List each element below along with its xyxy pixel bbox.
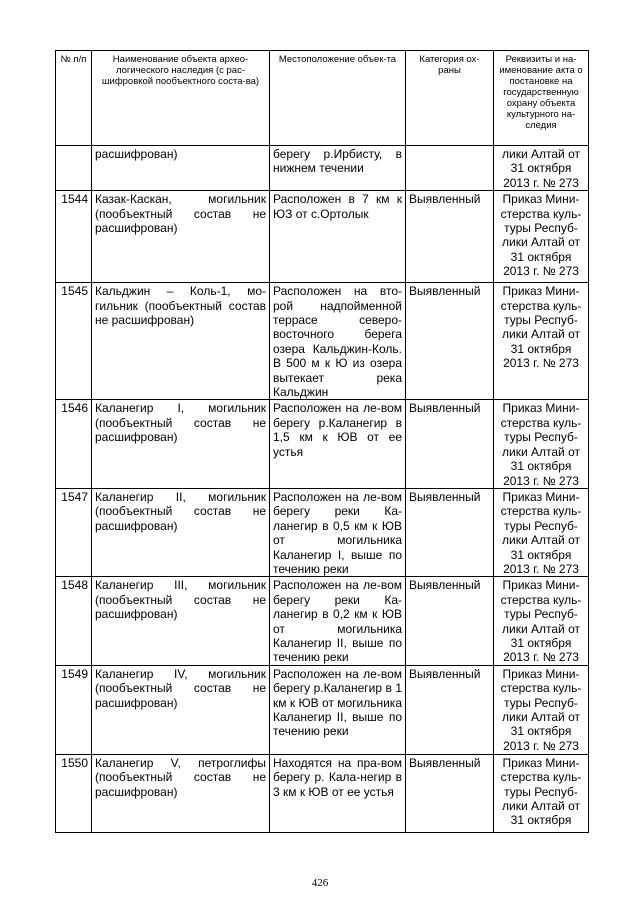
act-line: 31 октября xyxy=(510,547,572,562)
act-line: 31 октября xyxy=(510,635,572,650)
table-row xyxy=(56,400,589,488)
act-line: Приказ Мини- xyxy=(502,755,580,770)
table-row xyxy=(56,191,589,283)
cell-category: Выявленный xyxy=(406,665,494,754)
cell-location: Расположен в 7 км к ЮЗ от с.Ортолык xyxy=(270,191,406,283)
cell-act xyxy=(494,400,589,488)
act-line: туры Респуб- xyxy=(504,221,578,236)
act-line: стерства куль- xyxy=(500,681,582,696)
act-line: 2013 г. № 273 xyxy=(503,356,579,371)
act-line: лики Алтай от xyxy=(502,710,580,724)
act-line: Приказ Мини- xyxy=(502,401,580,416)
cell-category: Выявленный xyxy=(406,191,494,283)
act-line: туры Респуб- xyxy=(504,430,578,445)
cell-category: Выявленный xyxy=(406,754,494,832)
cell-act xyxy=(494,146,589,191)
cell-number: 1548 xyxy=(56,577,92,665)
cell-name: расшифрован) xyxy=(92,146,270,191)
header-act: Реквизиты и на-именование акта о постановке на государственную охрану объекта культурного на-следия xyxy=(494,51,589,146)
cell-location: Расположен на ле-вом берегу р.Каланегир в 1 км к ЮВ от могильника Каланегир II, выше по течению реки xyxy=(270,665,406,754)
cell-name: Каланегир V, петроглифы (пообъектный состав не расшифрован) xyxy=(92,754,270,832)
cell-location: Находятся на пра-вом берегу р. Кала-негир в 3 км к ЮВ от ее устья xyxy=(270,754,406,832)
cell-number: 1546 xyxy=(56,400,92,488)
cell-category xyxy=(406,146,494,191)
header-number: № п/п xyxy=(56,51,92,146)
act-line: лики Алтай от xyxy=(502,147,580,161)
continuation-row xyxy=(56,146,589,191)
cell-act xyxy=(494,191,589,283)
act-line: туры Респуб- xyxy=(504,607,578,622)
act-line: 31 октября xyxy=(510,459,572,474)
act-line: Приказ Мини- xyxy=(502,578,580,593)
table-row xyxy=(56,665,589,754)
act-line: 31 октября xyxy=(510,813,572,828)
act-line: 2013 г. № 273 xyxy=(503,264,579,279)
header-location: Местоположение объек-та xyxy=(270,51,406,146)
cell-act xyxy=(494,488,589,576)
cell-name: Каланегир III, могильник (пообъектный состав не расшифрован) xyxy=(92,577,270,665)
act-line: лики Алтай от xyxy=(502,444,580,459)
act-line: 2013 г. № 273 xyxy=(503,561,579,576)
act-line: лики Алтай от xyxy=(502,621,580,636)
act-line: Приказ Мини- xyxy=(502,284,580,299)
cell-act xyxy=(494,665,589,754)
act-line: Приказ Мини- xyxy=(502,489,580,504)
table-row xyxy=(56,577,589,665)
cell-location: Расположен на вто-рой надпойменной террасе северо-восточного берега озера Кальджин-Коль. В 500 м к Ю из озера вытекает река Кальджин xyxy=(270,283,406,400)
cell-category: Выявленный xyxy=(406,577,494,665)
act-line: стерства куль- xyxy=(500,592,582,607)
cell-name: Каланегир I, могильник (пообъектный состав не расшифрован) xyxy=(92,400,270,488)
act-line: стерства куль- xyxy=(500,298,582,313)
cell-act xyxy=(494,283,589,400)
act-line: 2013 г. № 273 xyxy=(503,650,579,665)
cell-location: берегу р.Ирбисту, в нижнем течении xyxy=(270,146,406,191)
cell-name: Кальджин – Коль-1, мо-гильник (пообъектный состав не расшифрован) xyxy=(92,283,270,400)
act-line: Приказ Мини- xyxy=(502,666,580,681)
cell-name: Каланегир II, могильник (пообъектный состав не расшифрован) xyxy=(92,488,270,576)
cell-number: 1549 xyxy=(56,665,92,754)
act-line: 2013 г. № 273 xyxy=(503,738,579,753)
act-line: туры Респуб- xyxy=(504,695,578,710)
page-number: 426 xyxy=(311,877,329,889)
table-header-row xyxy=(56,51,589,146)
cell-number: 1545 xyxy=(56,283,92,400)
act-line: стерства куль- xyxy=(500,504,582,519)
header-category: Категория ох-раны xyxy=(406,51,494,146)
act-line: 31 октября xyxy=(510,161,572,176)
act-line: туры Респуб- xyxy=(504,784,578,799)
cell-location: Расположен на ле-вом берегу р.Каланегир в 1,5 км к ЮВ от ее устья xyxy=(270,400,406,488)
act-line: стерства куль- xyxy=(500,770,582,785)
act-line: 31 октября xyxy=(510,249,572,264)
act-line: стерства куль- xyxy=(500,206,582,221)
act-line: стерства куль- xyxy=(500,415,582,430)
table-row xyxy=(56,283,589,400)
header-name: Наименование объекта архео-логического наследия (с рас-шифровкой пообъектного соста-ва) xyxy=(92,51,270,146)
cell-act xyxy=(494,754,589,832)
act-line: 31 октября xyxy=(510,724,572,739)
act-line: туры Респуб- xyxy=(504,313,578,328)
act-line: туры Респуб- xyxy=(504,518,578,533)
heritage-register-table xyxy=(55,50,589,833)
cell-category: Выявленный xyxy=(406,283,494,400)
cell-number: 1547 xyxy=(56,488,92,576)
cell-category: Выявленный xyxy=(406,400,494,488)
table-row xyxy=(56,754,589,832)
act-line: Приказ Мини- xyxy=(502,192,580,207)
act-line: лики Алтай от xyxy=(502,799,580,813)
table-row xyxy=(56,488,589,576)
cell-location: Расположен на ле-вом берегу реки Ка-ланегир в 0,2 км к ЮВ от могильника Каланегир II, выше по течению реки xyxy=(270,577,406,665)
cell-number: 1550 xyxy=(56,754,92,832)
act-line: 2013 г. № 273 xyxy=(503,473,579,488)
cell-location: Расположен на ле-вом берегу реки Ка-ланегир в 0,5 км к ЮВ от могильника Каланегир I, выше по течению реки xyxy=(270,488,406,576)
act-line: лики Алтай от xyxy=(502,235,580,250)
cell-name: Каланегир IV, могильник (пообъектный состав не расшифрован) xyxy=(92,665,270,754)
act-line: лики Алтай от xyxy=(502,533,580,548)
act-line: лики Алтай от xyxy=(502,327,580,342)
cell-act xyxy=(494,577,589,665)
cell-number: 1544 xyxy=(56,191,92,283)
act-line: 2013 г. № 273 xyxy=(503,175,579,190)
cell-number xyxy=(56,146,92,191)
cell-category: Выявленный xyxy=(406,488,494,576)
cell-name: Казак-Каскан, могильник (пообъектный состав не расшифрован) xyxy=(92,191,270,283)
act-line: 31 октября xyxy=(510,341,572,356)
